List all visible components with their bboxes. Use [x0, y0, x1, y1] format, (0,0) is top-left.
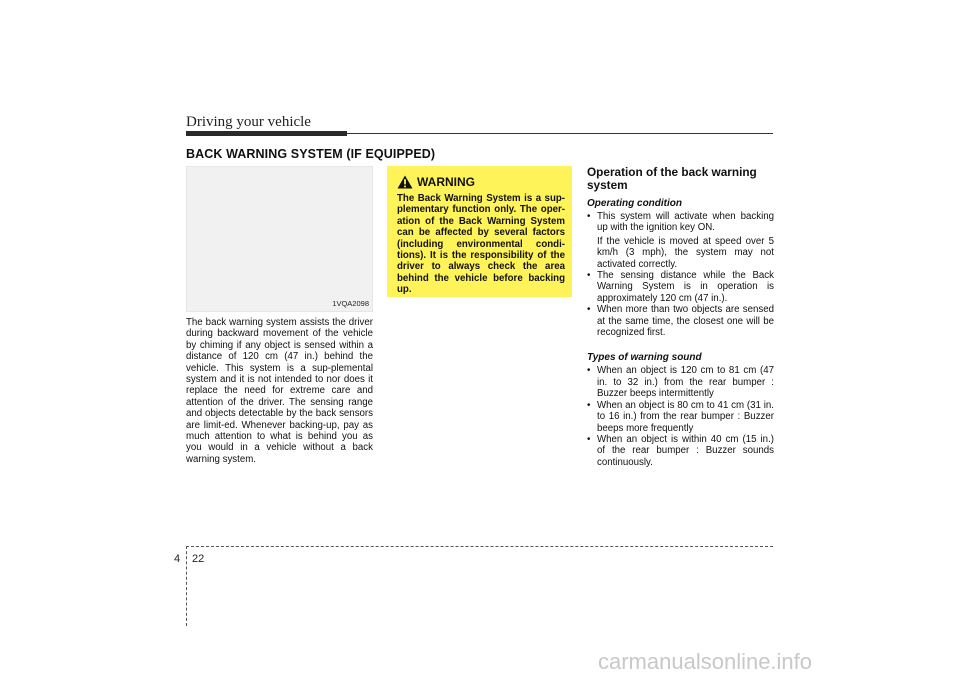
figure-placeholder — [186, 166, 373, 312]
operation-title: Operation of the back warning system — [587, 165, 757, 192]
chapter-title: Driving your vehicle — [186, 114, 311, 130]
list-item — [587, 365, 774, 399]
condition-text: When more than two objects are sensed at the same time, the closest one will be recognized first. — [597, 304, 774, 339]
sound-text: When an object is 120 cm to 81 cm (47 in. to 32 in.) from the rear bumper : Buzzer beeps intermittently — [597, 365, 774, 400]
sound-text: When an object is 80 cm to 41 cm (31 in. to 16 in.) from the rear bumper : Buzzer beeps more frequently — [597, 399, 774, 434]
operation-column — [587, 166, 774, 468]
footer-rule — [186, 546, 773, 547]
warning-header — [397, 174, 565, 190]
list-item — [587, 304, 774, 338]
condition-text: This system will activate when backing up with the ignition key ON. — [597, 211, 774, 234]
condition-extra: If the vehicle is moved at speed over 5 km/h (3 mph), the system may not activated correctly. — [597, 235, 774, 270]
warning-label: WARNING — [417, 175, 475, 189]
condition-text: The sensing distance while the Back Warning System is in operation is approximately 120 cm (47 in.). — [597, 270, 774, 304]
header-accent-bar — [186, 131, 347, 136]
intro-paragraph: The back warning system assists the driver during backward movement of the vehicle by chiming if any object is sensed within a distance of 120 cm (47 in.) behind the vehicle. This system is a sup-plemental system and it is not intended to nor does it replace the need for extreme care and attention of the driver. The sensing range and objects detectable by the back sensors are limit-ed. Whenever backing-up, pay as much attention to what is behind you as you would in a vehicle without a back warning system. — [186, 317, 373, 465]
warning-text: The Back Warning System is a sup-plementary function only. The oper-ation of the Back Warning System can be affected by several factors (including environmental condi-tions). It is the responsibility of the driver to always check the area behind the vehicle before backing up. — [397, 193, 565, 296]
page-number: 22 — [192, 553, 205, 565]
figure-code: 1VQA2098 — [332, 299, 369, 308]
list-item — [587, 270, 774, 304]
sound-text: When an object is within 40 cm (15 in.) of the rear bumper : Buzzer sounds continuously. — [597, 433, 774, 468]
warning-box — [387, 166, 572, 297]
list-item — [587, 434, 774, 468]
footer-divider — [186, 546, 187, 626]
section-title: BACK WARNING SYSTEM (IF EQUIPPED) — [186, 147, 436, 161]
list-item — [587, 400, 774, 434]
sound-list — [587, 365, 774, 468]
watermark: carmanualsonline.info — [598, 649, 813, 674]
warning-triangle-icon — [397, 175, 413, 189]
page-chapter-number: 4 — [174, 553, 181, 565]
condition-list — [587, 211, 774, 338]
list-item — [587, 211, 774, 270]
warning-sound-title: Types of warning sound — [587, 352, 702, 364]
operating-condition-title: Operating condition — [587, 198, 682, 209]
